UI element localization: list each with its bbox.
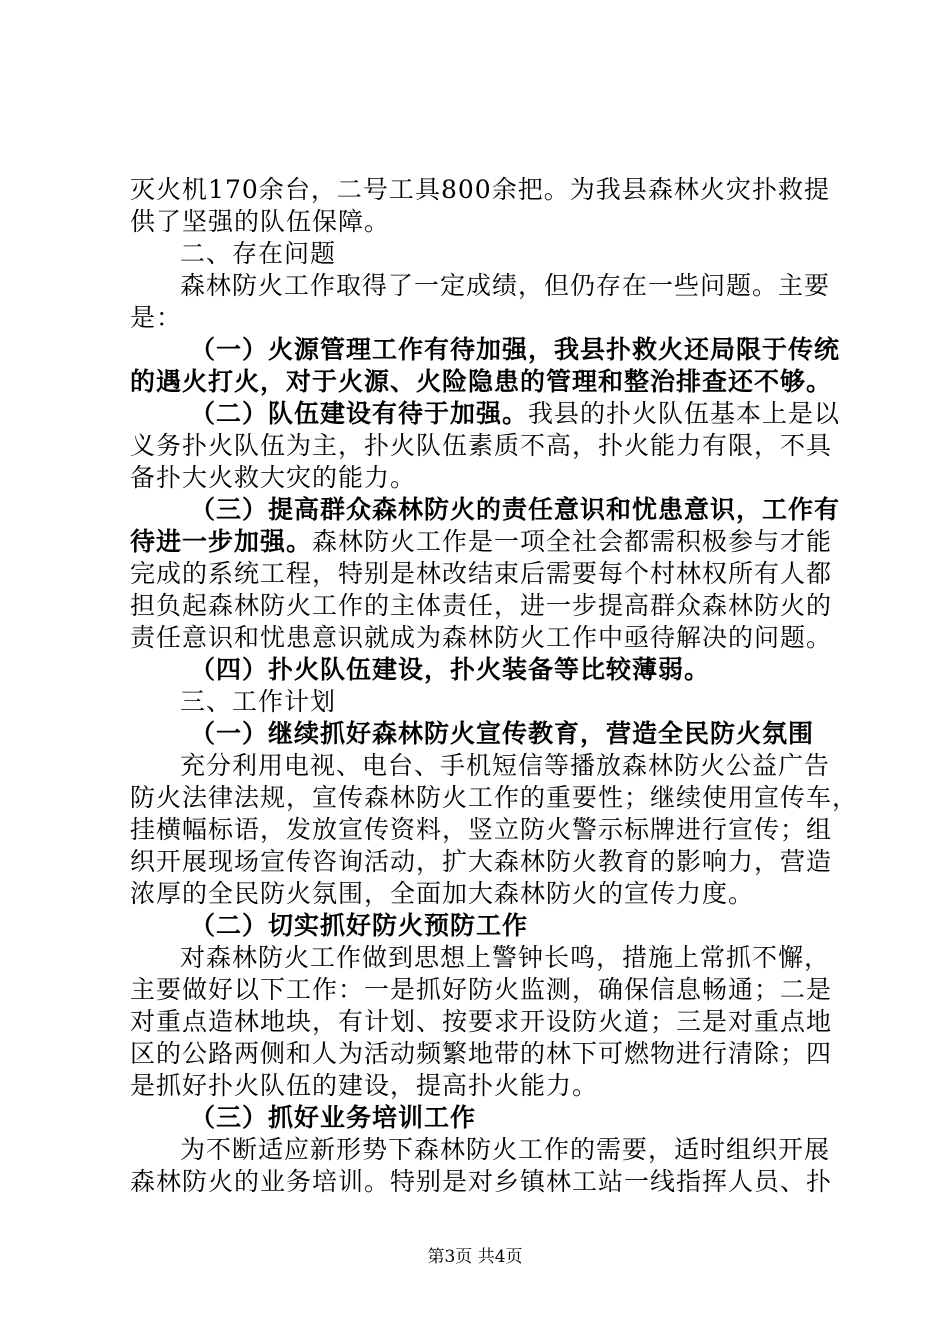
body-line: 是抓好扑火队伍的建设，提高扑火能力。 — [130, 1071, 599, 1100]
body-line: 灭火机170余台，二号工具800余把。为我县森林火灾扑救提 — [130, 175, 830, 204]
body-line: 为不断适应新形势下森林防火工作的需要，适时组织开展 — [180, 1135, 831, 1164]
paragraph-line — [190, 398, 841, 430]
section-heading: 二、存在问题 — [180, 239, 337, 268]
body-line: 完成的系统工程，特别是林改结束后需要每个村林权所有人都 — [130, 559, 833, 588]
body-line: 备扑大火救大灾的能力。 — [130, 463, 417, 492]
subheading-inline: （二）队伍建设有待于加强。 — [190, 399, 529, 428]
body-line: 充分利用电视、电台、手机短信等播放森林防火公益广告 — [180, 751, 831, 780]
subheading-line: 的遇火打火，对于火源、火险隐患的管理和整治排查还不够。 — [130, 367, 833, 396]
paragraph-line — [130, 526, 833, 558]
body-line: 浓厚的全民防火氛围，全面加大森林防火的宣传力度。 — [130, 879, 755, 908]
body-line: 担负起森林防火工作的主体责任，进一步提高群众森林防火的 — [130, 591, 833, 620]
body-line: 义务扑火队伍为主，扑火队伍素质不高，扑火能力有限，不具 — [130, 431, 833, 460]
body-line: 责任意识和忧患意识就成为森林防火工作中亟待解决的问题。 — [130, 623, 833, 652]
body-line: 对森林防火工作做到思想上警钟长鸣，措施上常抓不懈， — [180, 943, 831, 972]
body-line: 对重点造林地块，有计划、按要求开设防火道；三是对重点地 — [130, 1007, 833, 1036]
body-line: 挂横幅标语，发放宣传资料，竖立防火警示标牌进行宣传；组 — [130, 815, 833, 844]
subheading-inline: 待进一步加强。 — [130, 527, 313, 556]
subheading-line: （一）火源管理工作有待加强，我县扑救火还局限于传统 — [190, 335, 841, 364]
body-inline: 我县的扑火队伍基本上是以 — [528, 399, 841, 428]
page-number-footer: 第3页 共4页 — [427, 1247, 523, 1267]
section-heading: 三、工作计划 — [180, 687, 337, 716]
body-line: 区的公路两侧和人为活动频繁地带的林下可燃物进行清除；四 — [130, 1039, 833, 1068]
subheading-line: （三）抓好业务培训工作 — [190, 1103, 477, 1132]
subheading-line: （四）扑火队伍建设，扑火装备等比较薄弱。 — [190, 655, 711, 684]
body-line: 主要做好以下工作：一是抓好防火监测，确保信息畅通；二是 — [130, 975, 833, 1004]
body-line: 防火法律法规，宣传森林防火工作的重要性；继续使用宣传车， — [130, 783, 859, 812]
body-line: 森林防火工作取得了一定成绩，但仍存在一些问题。主要 — [180, 271, 831, 300]
body-inline: 森林防火工作是一项全社会都需积极参与才能 — [312, 527, 833, 556]
body-line: 是： — [130, 303, 183, 332]
body-line: 织开展现场宣传咨询活动，扩大森林防火教育的影响力，营造 — [130, 847, 833, 876]
body-line: 森林防火的业务培训。特别是对乡镇林工站一线指挥人员、扑 — [130, 1167, 833, 1196]
body-line: 供了坚强的队伍保障。 — [130, 207, 391, 236]
subheading-line: （二）切实抓好防火预防工作 — [190, 911, 529, 940]
subheading-line: （三）提高群众森林防火的责任意识和忧患意识，工作有 — [190, 495, 841, 524]
subheading-line: （一）继续抓好森林防火宣传教育，营造全民防火氛围 — [190, 719, 815, 748]
